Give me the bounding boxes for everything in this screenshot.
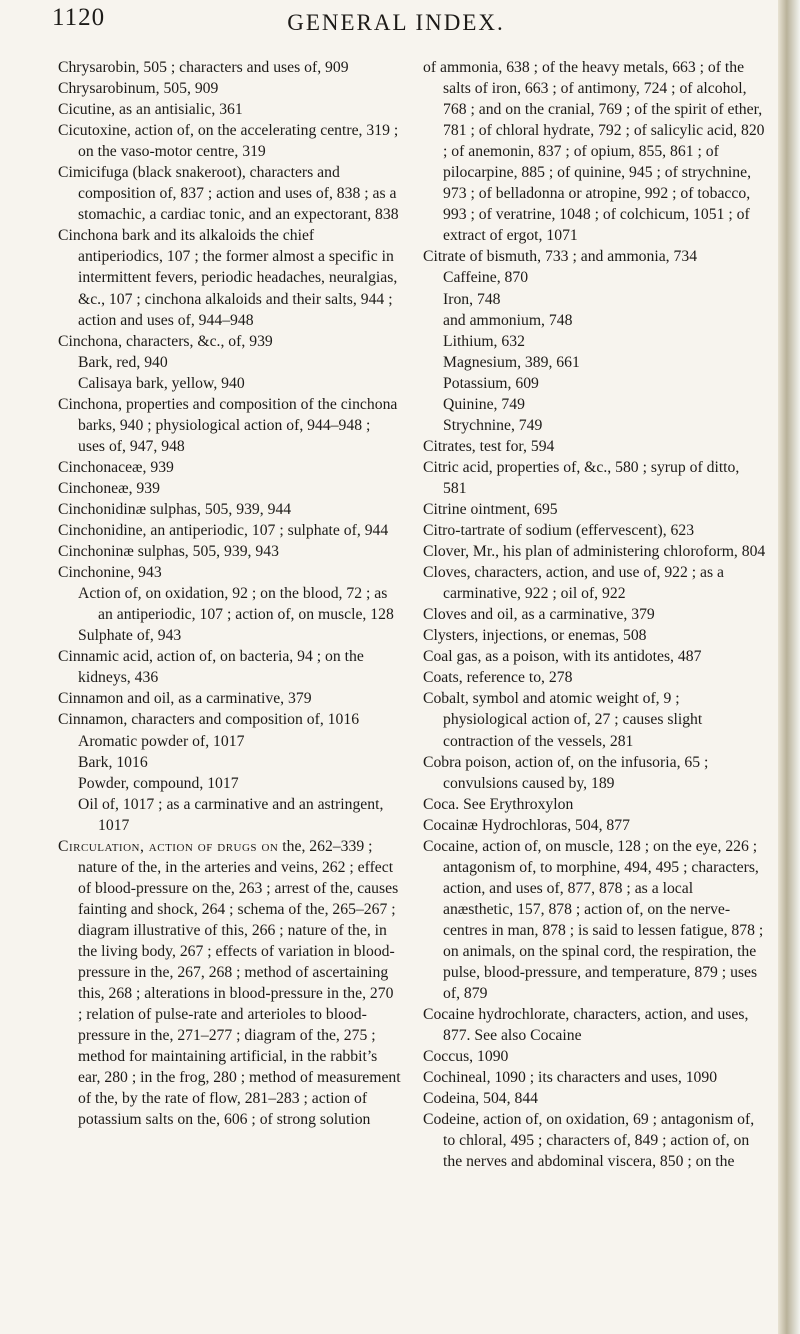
index-subentry: Lithium, 632 bbox=[443, 332, 525, 350]
index-entry: Coal gas, as a poison, with its antidotes, 487 bbox=[423, 648, 702, 666]
index-subentry: Oil of, 1017 ; as a carminative and an astringent, 1017 bbox=[78, 795, 384, 834]
index-subentry: Powder, compound, 1017 bbox=[78, 774, 239, 792]
index-subentry: Bark, 1016 bbox=[78, 753, 148, 771]
index-entry: Cinchonidine, an antiperiodic, 107 ; sulphate of, 944 bbox=[58, 522, 389, 540]
index-entry: Circulation, action of drugs on the, 262–339 ; nature of the, in the arteries and veins, 262 ; effect of blood-pressure on the, 263 ; arrest of the, causes fainting and shock, 264 ; schema of the, 265–267 ; diagram illustrative of this, 266 ; nature of the, in the living body, 267 ; effects of variation in blood-pressure in the, 267, 268 ; method of ascertaining this, 268 ; alterations in blood-pressure in the, 270 ; relation of pulse-rate and arterioles to blood-pressure in the, 271–277 ; diagram of the, 275 ; method for maintaining artificial, in the rabbit’s ear, 280 ; in the frog, 280 ; method of measurement of the, by the rate of flow, 281–283 ; action of potassium salts on the, 606 ; of strong solution bbox=[58, 837, 401, 1129]
index-subentry: Iron, 748 bbox=[443, 290, 501, 308]
index-subentry: Bark, red, 940 bbox=[78, 353, 168, 371]
index-entry: Cocaine hydrochlorate, characters, action, and uses, 877. See also Cocaine bbox=[423, 1006, 749, 1045]
index-entry: Cimicifuga (black snakeroot), characters and composition of, 837 ; action and uses of, 838 ; as a stomachic, a cardiac tonic, and an expectorant, 838 bbox=[58, 164, 399, 224]
index-entry: Citro-tartrate of sodium (effervescent), 623 bbox=[423, 522, 695, 540]
index-subentry: Strychnine, 749 bbox=[443, 416, 543, 434]
index-entry: Cicutoxine, action of, on the accelerating centre, 319 ; on the vaso-motor centre, 319 bbox=[58, 122, 399, 161]
index-entry: Codeine, action of, on oxidation, 69 ; antagonism of, to chloral, 495 ; characters of, 849 ; action of, on the nerves and abdominal viscera, 850 ; on the bbox=[423, 1111, 755, 1171]
index-entry: Coca. See Erythroxylon bbox=[423, 795, 574, 813]
index-entry: Clover, Mr., his plan of administering chloroform, 804 bbox=[423, 543, 766, 561]
index-subentry: Potassium, 609 bbox=[443, 374, 539, 392]
index-entry: Cinchoneæ, 939 bbox=[58, 479, 160, 497]
index-entry: Citric acid, properties of, &c., 580 ; syrup of ditto, 581 bbox=[423, 458, 740, 497]
index-entry: Codeina, 504, 844 bbox=[423, 1090, 539, 1108]
index-subentry: Caffeine, 870 bbox=[443, 269, 529, 287]
page-edge bbox=[778, 0, 800, 1334]
index-entry: Coats, reference to, 278 bbox=[423, 669, 573, 687]
index-entry: Chrysarobinum, 505, 909 bbox=[58, 80, 219, 98]
index-entry: Cochineal, 1090 ; its characters and uses, 1090 bbox=[423, 1069, 718, 1087]
index-entry: Cinnamon, characters and composition of, 1016 bbox=[58, 711, 360, 729]
page-header bbox=[52, 4, 740, 46]
index-subentry: Action of, on oxidation, 92 ; on the blood, 72 ; as an antiperiodic, 107 ; action of, on muscle, 128 bbox=[78, 585, 394, 624]
index-entry: Cinnamic acid, action of, on bacteria, 94 ; on the kidneys, 436 bbox=[58, 648, 364, 687]
right-column bbox=[423, 57, 766, 1172]
index-entry: Cinchona, properties and composition of the cinchona barks, 940 ; physiological action of, 944–948 ; uses of, 947, 948 bbox=[58, 395, 398, 455]
index-entry: Cloves and oil, as a carminative, 379 bbox=[423, 606, 655, 624]
index-entry: Cinchonine, 943 bbox=[58, 564, 162, 582]
index-entry: Cinchona, characters, &c., of, 939 bbox=[58, 332, 273, 350]
running-title: GENERAL INDEX. bbox=[287, 10, 505, 35]
index-subentry: Calisaya bark, yellow, 940 bbox=[78, 374, 245, 392]
index-entry: Cinchonaceæ, 939 bbox=[58, 458, 174, 476]
index-entry: of ammonia, 638 ; of the heavy metals, 663 ; of the salts of iron, 663 ; of antimony, 724 ; of alcohol, 768 ; and on the cranial, 769 ; of the spirit of ether, 781 ; of chloral hydrate, 792 ; of salicylic acid, 820 ; of anemonin, 837 ; of opium, 855, 861 ; of pilocarpine, 885 ; of quinine, 945 ; of strychnine, 973 ; of belladonna or atropine, 992 ; of tobacco, 993 ; of veratrine, 1048 ; of colchicum, 1051 ; of extract of ergot, 1071 bbox=[423, 59, 765, 245]
index-entry: Cicutine, as an antisialic, 361 bbox=[58, 101, 243, 119]
index-subentry: and ammonium, 748 bbox=[443, 311, 573, 329]
index-subentry: Aromatic powder of, 1017 bbox=[78, 732, 245, 750]
index-subentry: Sulphate of, 943 bbox=[78, 627, 182, 645]
index-entry: Citrate of bismuth, 733 ; and ammonia, 734 bbox=[423, 248, 698, 266]
index-subentry: Quinine, 749 bbox=[443, 395, 525, 413]
index-entry: Chrysarobin, 505 ; characters and uses of, 909 bbox=[58, 59, 349, 76]
index-entry: Cobra poison, action of, on the infusoria, 65 ; convulsions caused by, 189 bbox=[423, 753, 709, 792]
index-entry: Clysters, injections, or enemas, 508 bbox=[423, 627, 647, 645]
index-entry: Cocainæ Hydrochloras, 504, 877 bbox=[423, 816, 630, 834]
index-entry: Cobalt, symbol and atomic weight of, 9 ; physiological action of, 27 ; causes slight contraction of the vessels, 281 bbox=[423, 690, 703, 750]
left-column bbox=[58, 57, 401, 1130]
index-entry: Cinchoninæ sulphas, 505, 939, 943 bbox=[58, 543, 279, 561]
index-entry: Cloves, characters, action, and use of, 922 ; as a carminative, 922 ; oil of, 922 bbox=[423, 564, 725, 603]
index-entry: Cinchona bark and its alkaloids the chief antiperiodics, 107 ; the former almost a specific in intermittent fevers, periodic headaches, neuralgias, &c., 107 ; cinchona alkaloids and their salts, 944 ; action and uses of, 944–948 bbox=[58, 227, 398, 329]
index-entry: Cocaine, action of, on muscle, 128 ; on the eye, 226 ; antagonism of, to morphine, 494, 495 ; characters, action, and uses of, 877, 878 ; as a local anæsthetic, 157, 878 ; action of, on the nerve-centres in man, 878 ; is said to lessen fatigue, 878 ; on animals, on the spinal cord, the respiration, the pulse, blood-pressure, and temperature, 879 ; uses of, 879 bbox=[423, 837, 764, 1003]
index-entry: Citrine ointment, 695 bbox=[423, 500, 558, 518]
index-entry: Coccus, 1090 bbox=[423, 1048, 509, 1066]
index-entry: Cinchonidinæ sulphas, 505, 939, 944 bbox=[58, 500, 292, 518]
index-subentry: Magnesium, 389, 661 bbox=[443, 353, 580, 371]
page-number: 1120 bbox=[52, 4, 106, 31]
index-entry: Citrates, test for, 594 bbox=[423, 437, 555, 455]
index-entry: Cinnamon and oil, as a carminative, 379 bbox=[58, 690, 312, 708]
